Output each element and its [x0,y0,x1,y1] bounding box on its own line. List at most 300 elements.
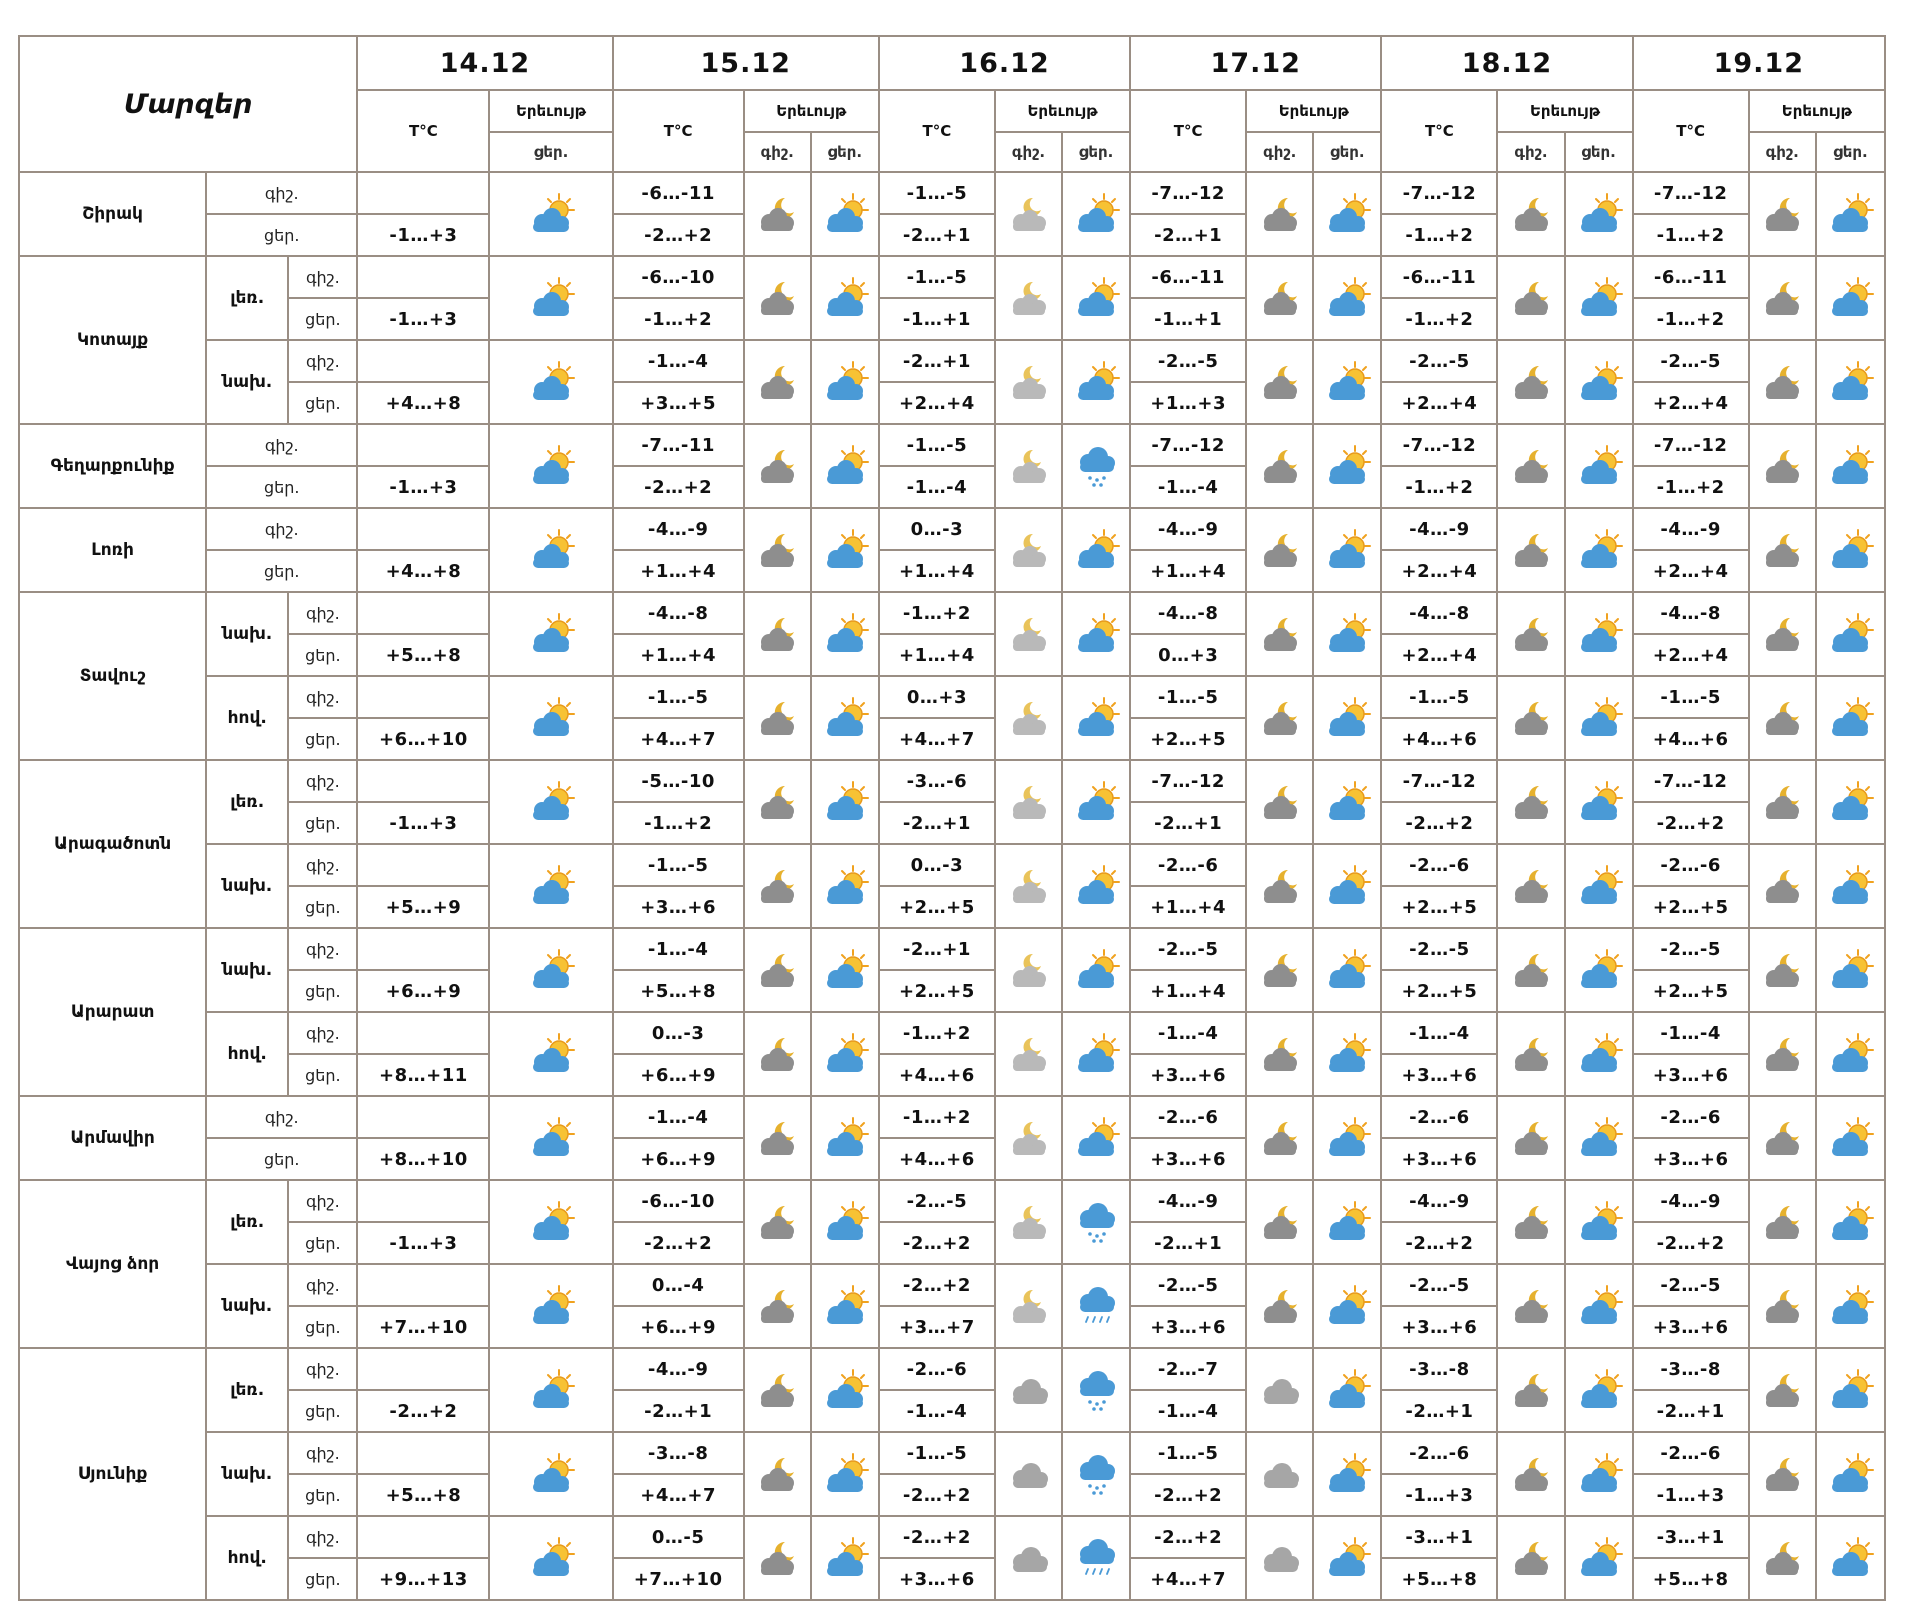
night-temperature: -2…-5 [1633,928,1749,970]
night-label: գիշ. [288,1012,357,1054]
weather-icon-cell [995,760,1062,844]
night-temperature: -2…-6 [1130,844,1246,886]
day-temperature: -1…+1 [879,298,995,340]
day-partly-cloudy-icon [525,1368,577,1412]
night-temperature: -2…-5 [1130,928,1246,970]
day-partly-cloudy-icon [1573,1452,1625,1496]
weather-icon-cell [1062,1012,1130,1096]
day-temperature: -2…+1 [613,1390,744,1432]
light-cloud-moon-icon [1003,612,1055,656]
weather-icon-cell [811,340,879,424]
night-temperature [357,256,489,298]
weather-icon-cell [744,1012,811,1096]
day-temperature: -2…+2 [613,214,744,256]
day-temperature: +4…+6 [879,1054,995,1096]
night-temperature: -4…-9 [613,1348,744,1390]
day-temperature: -1…+3 [357,214,489,256]
night-temperature: -6…-11 [1633,256,1749,298]
day-temperature: +3…+6 [1633,1138,1749,1180]
cloudy-icon [1254,1452,1306,1496]
day-partly-cloudy-icon [1070,948,1122,992]
weather-icon-cell [811,676,879,760]
night-subheader: գիշ. [744,132,811,172]
night-temperature: -3…-6 [879,760,995,802]
region-name: Վայոց ձոր [19,1180,206,1348]
day-partly-cloudy-icon [525,948,577,992]
weather-icon-cell [1246,592,1313,676]
temperature-header: T°C [1633,90,1749,172]
night-partly-cloudy-icon [1254,1032,1306,1076]
day-subheader: ցեր. [811,132,879,172]
weather-icon-cell [995,1264,1062,1348]
weather-icon-cell [1816,256,1885,340]
day-partly-cloudy-icon [819,696,871,740]
night-partly-cloudy-icon [1505,276,1557,320]
night-partly-cloudy-icon [1254,192,1306,236]
day-partly-cloudy-icon [819,360,871,404]
night-temperature: -4…-8 [1633,592,1749,634]
weather-icon-cell [744,424,811,508]
weather-icon-cell [1246,256,1313,340]
zone-name: լեռ. [206,1348,288,1432]
night-temperature: -1…+2 [879,1096,995,1138]
night-temperature: -2…-6 [1633,1096,1749,1138]
night-partly-cloudy-icon [1505,612,1557,656]
night-temperature: -6…-10 [613,256,744,298]
night-temperature: -4…-9 [1130,1180,1246,1222]
day-temperature: +7…+10 [613,1558,744,1600]
night-temperature: -3…+1 [1633,1516,1749,1558]
night-partly-cloudy-icon [1756,864,1808,908]
weather-icon-cell [811,424,879,508]
day-label: ցեր. [288,382,357,424]
day-temperature: +3…+6 [613,886,744,928]
weather-icon-cell [1246,424,1313,508]
weather-icon-cell [1062,844,1130,928]
night-partly-cloudy-icon [751,1368,803,1412]
night-partly-cloudy-icon [1505,1116,1557,1160]
day-partly-cloudy-icon [1070,1116,1122,1160]
day-partly-cloudy-icon [525,528,577,572]
day-temperature: +2…+5 [1130,718,1246,760]
weather-icon-cell [995,256,1062,340]
day-temperature: +5…+9 [357,886,489,928]
weather-icon-cell [995,172,1062,256]
day-partly-cloudy-icon [1824,1536,1876,1580]
night-label: գիշ. [288,1348,357,1390]
day-temperature: +5…+8 [357,1474,489,1516]
weather-icon-cell [995,508,1062,592]
weather-icon-cell [1246,676,1313,760]
day-partly-cloudy-icon [819,192,871,236]
night-temperature [357,1516,489,1558]
day-label: ցեր. [206,550,357,592]
weather-icon-cell [1313,928,1381,1012]
day-subheader: ցեր. [489,132,612,172]
weather-icon-cell [1497,760,1564,844]
weather-icon-cell [1313,1348,1381,1432]
day-partly-cloudy-icon [1070,528,1122,572]
weather-icon-cell [1816,1516,1885,1600]
night-row [19,1096,1885,1138]
weather-icon-cell [1497,508,1564,592]
day-subheader: ցեր. [1313,132,1381,172]
day-temperature: -1…+2 [1633,214,1749,256]
day-temperature: -1…+2 [1381,466,1497,508]
night-row [19,1264,1885,1306]
day-temperature: +1…+4 [613,634,744,676]
weather-icon-cell [1497,1096,1564,1180]
day-temperature: +4…+8 [357,550,489,592]
day-temperature: +6…+9 [613,1306,744,1348]
weather-icon-cell [1246,1348,1313,1432]
region-name: Արագածոտն [19,760,206,928]
weather-icon-cell [1313,424,1381,508]
weather-icon-cell [1497,1012,1564,1096]
day-partly-cloudy-icon [525,1116,577,1160]
weather-icon-cell [1565,1096,1633,1180]
weather-icon-cell [1497,928,1564,1012]
day-temperature: +2…+4 [1381,550,1497,592]
day-temperature: -2…+1 [1130,214,1246,256]
day-temperature: +5…+8 [1633,1558,1749,1600]
day-partly-cloudy-icon [1070,864,1122,908]
day-temperature: +3…+6 [879,1558,995,1600]
night-partly-cloudy-icon [1756,1032,1808,1076]
weather-icon-cell [1565,1012,1633,1096]
night-temperature: 0…+3 [879,676,995,718]
weather-icon-cell [1313,1432,1381,1516]
night-temperature: -7…-11 [613,424,744,466]
night-partly-cloudy-icon [1756,1536,1808,1580]
night-partly-cloudy-icon [1254,444,1306,488]
night-subheader: գիշ. [1246,132,1313,172]
night-partly-cloudy-icon [751,276,803,320]
weather-icon-cell [1062,592,1130,676]
date-header: 16.12 [879,36,1130,90]
night-temperature: -2…+2 [1130,1516,1246,1558]
night-partly-cloudy-icon [1756,192,1808,236]
weather-icon-cell [744,676,811,760]
snow-icon [1070,1200,1122,1244]
day-partly-cloudy-icon [1321,1284,1373,1328]
weather-icon-cell [1565,1432,1633,1516]
weather-icon-cell [1565,424,1633,508]
night-partly-cloudy-icon [1505,1032,1557,1076]
day-temperature: -1…+3 [357,802,489,844]
cloudy-icon [1003,1452,1055,1496]
night-partly-cloudy-icon [1254,528,1306,572]
light-cloud-moon-icon [1003,1200,1055,1244]
weather-icon-cell [1246,340,1313,424]
weather-icon-cell [1749,760,1816,844]
day-partly-cloudy-icon [1321,864,1373,908]
weather-icon-cell [1749,1432,1816,1516]
day-temperature: +4…+7 [1130,1558,1246,1600]
weather-icon-cell [811,760,879,844]
day-temperature: +5…+8 [613,970,744,1012]
weather-icon-cell [1565,928,1633,1012]
weather-icon-cell [1749,424,1816,508]
day-temperature: +2…+5 [1381,886,1497,928]
night-partly-cloudy-icon [751,360,803,404]
day-partly-cloudy-icon [1321,780,1373,824]
night-temperature: 0…-5 [613,1516,744,1558]
phenomenon-header: Երեւույթ [995,90,1130,132]
day-partly-cloudy-icon [1321,1452,1373,1496]
rain-snow-icon [1070,1536,1122,1580]
day-partly-cloudy-icon [1824,948,1876,992]
weather-icon-cell [1565,1180,1633,1264]
temperature-header: T°C [1130,90,1246,172]
night-row [19,424,1885,466]
day-subheader: ցեր. [1816,132,1885,172]
zone-name: նախ. [206,928,288,1012]
day-temperature: +2…+5 [879,886,995,928]
day-temperature: +3…+7 [879,1306,995,1348]
temperature-header: T°C [1381,90,1497,172]
day-temperature: +2…+4 [1381,634,1497,676]
night-partly-cloudy-icon [1505,696,1557,740]
night-temperature: -1…-4 [613,928,744,970]
weather-icon-cell [995,592,1062,676]
weather-icon-cell [1062,676,1130,760]
light-cloud-moon-icon [1003,1032,1055,1076]
night-temperature [357,508,489,550]
day-partly-cloudy-icon [1321,276,1373,320]
night-row [19,1516,1885,1558]
day-partly-cloudy-icon [819,1536,871,1580]
day-temperature: +4…+6 [879,1138,995,1180]
day-partly-cloudy-icon [1070,780,1122,824]
weather-icon-cell [1749,1264,1816,1348]
day-label: ցեր. [288,1474,357,1516]
night-temperature: -4…-8 [1381,592,1497,634]
day-temperature: -1…-4 [1130,466,1246,508]
night-temperature [357,760,489,802]
day-temperature: 0…+3 [1130,634,1246,676]
day-subheader: ցեր. [1565,132,1633,172]
night-partly-cloudy-icon [1756,948,1808,992]
weather-icon-cell [489,928,612,1012]
day-temperature: -1…-4 [879,1390,995,1432]
day-temperature: +3…+6 [1633,1306,1749,1348]
night-temperature: -1…-5 [879,424,995,466]
night-partly-cloudy-icon [1254,948,1306,992]
day-label: ցեր. [288,802,357,844]
cloudy-icon [1254,1368,1306,1412]
date-header: 14.12 [357,36,612,90]
rain-snow-icon [1070,1284,1122,1328]
night-temperature: -4…-8 [1130,592,1246,634]
weather-icon-cell [489,1096,612,1180]
snow-icon [1070,444,1122,488]
day-temperature: +1…+4 [879,634,995,676]
night-subheader: գիշ. [1749,132,1816,172]
night-temperature: -7…-12 [1381,424,1497,466]
weather-icon-cell [1313,1516,1381,1600]
night-label: գիշ. [288,676,357,718]
night-partly-cloudy-icon [1756,528,1808,572]
phenomenon-header: Երեւույթ [1497,90,1632,132]
weather-icon-cell [1313,1012,1381,1096]
light-cloud-moon-icon [1003,276,1055,320]
day-temperature: -1…+2 [1381,214,1497,256]
day-temperature: -1…-4 [879,466,995,508]
day-partly-cloudy-icon [1573,1032,1625,1076]
weather-icon-cell [995,340,1062,424]
day-temperature: +1…+3 [1130,382,1246,424]
day-partly-cloudy-icon [819,444,871,488]
weather-icon-cell [1246,844,1313,928]
region-name: Կոտայք [19,256,206,424]
day-temperature: +2…+4 [1633,550,1749,592]
weather-icon-cell [811,592,879,676]
weather-icon-cell [489,1432,612,1516]
day-temperature: +6…+10 [357,718,489,760]
day-temperature: +2…+4 [1633,634,1749,676]
day-temperature: +6…+9 [613,1138,744,1180]
night-temperature: -1…-5 [1633,676,1749,718]
night-temperature: -2…-5 [1633,1264,1749,1306]
night-row [19,1432,1885,1474]
weather-icon-cell [744,508,811,592]
night-temperature: -2…-6 [1381,844,1497,886]
day-temperature: -2…+2 [879,1474,995,1516]
day-temperature: +3…+5 [613,382,744,424]
night-temperature: -1…-5 [879,1432,995,1474]
day-temperature: -1…+2 [613,802,744,844]
weather-icon-cell [1565,676,1633,760]
zone-name: հով. [206,676,288,760]
night-partly-cloudy-icon [751,528,803,572]
phenomenon-header: Երեւույթ [1246,90,1381,132]
night-partly-cloudy-icon [1254,864,1306,908]
night-row [19,1180,1885,1222]
snow-icon [1070,1368,1122,1412]
night-label: գիշ. [288,1516,357,1558]
night-partly-cloudy-icon [751,696,803,740]
night-temperature: -4…-9 [1633,1180,1749,1222]
night-temperature: -2…-5 [879,1180,995,1222]
day-partly-cloudy-icon [1573,1536,1625,1580]
weather-icon-cell [811,1516,879,1600]
day-partly-cloudy-icon [1573,1200,1625,1244]
weather-icon-cell [1246,1432,1313,1516]
night-label: գիշ. [206,172,357,214]
day-partly-cloudy-icon [1573,1368,1625,1412]
weather-icon-cell [1816,760,1885,844]
day-partly-cloudy-icon [1321,528,1373,572]
night-temperature: -2…-6 [1381,1432,1497,1474]
day-partly-cloudy-icon [1824,1452,1876,1496]
day-temperature: -2…+1 [879,802,995,844]
day-temperature: +1…+4 [879,550,995,592]
night-temperature: -4…-9 [1633,508,1749,550]
day-temperature: -2…+1 [1381,1390,1497,1432]
night-partly-cloudy-icon [1756,1284,1808,1328]
day-partly-cloudy-icon [1824,864,1876,908]
day-partly-cloudy-icon [819,1200,871,1244]
day-temperature: -1…+2 [613,298,744,340]
night-temperature: -6…-10 [613,1180,744,1222]
weather-icon-cell [1246,172,1313,256]
weather-icon-cell [995,1432,1062,1516]
day-temperature: +4…+6 [1381,718,1497,760]
day-partly-cloudy-icon [1573,612,1625,656]
day-temperature: -1…+2 [1633,466,1749,508]
weather-icon-cell [1313,844,1381,928]
weather-icon-cell [1816,508,1885,592]
day-partly-cloudy-icon [819,948,871,992]
night-partly-cloudy-icon [1505,1284,1557,1328]
night-temperature: -2…-6 [1633,1432,1749,1474]
night-partly-cloudy-icon [751,444,803,488]
day-partly-cloudy-icon [1573,360,1625,404]
weather-icon-cell [1816,676,1885,760]
day-partly-cloudy-icon [525,1032,577,1076]
night-partly-cloudy-icon [1756,696,1808,740]
night-temperature: -2…+1 [879,340,995,382]
night-temperature: -4…-8 [613,592,744,634]
day-partly-cloudy-icon [1824,1200,1876,1244]
weather-icon-cell [489,256,612,340]
night-temperature: -6…-11 [1381,256,1497,298]
weather-icon-cell [811,1180,879,1264]
day-label: ցեր. [288,1390,357,1432]
night-label: գիշ. [206,1096,357,1138]
weather-icon-cell [489,508,612,592]
weather-icon-cell [1062,340,1130,424]
night-row [19,592,1885,634]
day-temperature: +2…+4 [1381,382,1497,424]
day-label: ցեր. [288,1054,357,1096]
day-temperature: -2…+2 [1633,1222,1749,1264]
weather-icon-cell [1816,424,1885,508]
day-label: ցեր. [288,886,357,928]
zone-name: նախ. [206,1432,288,1516]
day-partly-cloudy-icon [525,612,577,656]
region-name: Արարատ [19,928,206,1096]
day-temperature: -2…+1 [1130,802,1246,844]
weather-icon-cell [489,1516,612,1600]
day-temperature: -2…+2 [879,1222,995,1264]
day-partly-cloudy-icon [1824,696,1876,740]
day-partly-cloudy-icon [1070,696,1122,740]
weather-icon-cell [1565,1264,1633,1348]
night-row [19,340,1885,382]
weather-icon-cell [1497,1264,1564,1348]
day-temperature: +3…+6 [1130,1054,1246,1096]
night-temperature: -5…-10 [613,760,744,802]
day-label: ցեր. [288,1306,357,1348]
weather-icon-cell [1313,508,1381,592]
day-partly-cloudy-icon [1573,696,1625,740]
night-row [19,844,1885,886]
night-partly-cloudy-icon [1505,1368,1557,1412]
weather-icon-cell [811,928,879,1012]
night-label: գիշ. [206,424,357,466]
day-temperature: +9…+13 [357,1558,489,1600]
night-temperature: -7…-12 [1633,760,1749,802]
weather-icon-cell [1246,1264,1313,1348]
night-partly-cloudy-icon [1254,696,1306,740]
day-temperature: +1…+4 [1130,886,1246,928]
day-partly-cloudy-icon [1070,360,1122,404]
day-partly-cloudy-icon [1824,1284,1876,1328]
day-temperature: +1…+4 [1130,970,1246,1012]
day-temperature: -2…+2 [357,1390,489,1432]
